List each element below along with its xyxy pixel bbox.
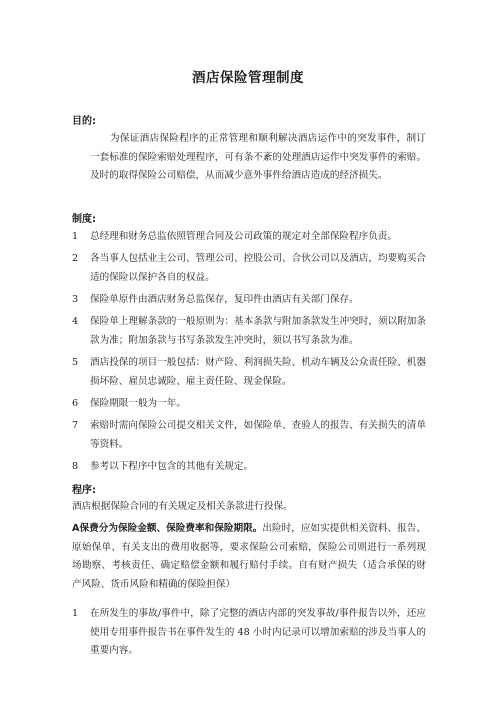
item-text: 酒店投保的项目一般包括：财产险、利润损失险、机动车辆及公众责任险、机器损坏险、雇员忠诚险、雇主责任险、现金保险。 bbox=[90, 357, 426, 387]
item-number: 2 bbox=[72, 253, 79, 264]
procedure-heading: 程序: bbox=[72, 485, 96, 496]
item-text: 参考以下程序中包含的其他有关规定。 bbox=[90, 461, 254, 472]
item-text: 在所发生的事故/事件中，除了完整的酒店内部的突发事故/事件报告以外，还应使用专用事件报告书在事件发生的 48 小时内记录可以增加索赔的涉及当事人的重要内容。 bbox=[90, 608, 426, 657]
item-number: 4 bbox=[72, 316, 79, 327]
section-a-lead: A保费分为保险金额、保险费率和保险期限。 bbox=[72, 523, 263, 534]
list-item bbox=[72, 291, 426, 310]
list-item bbox=[72, 605, 426, 661]
item-number: 5 bbox=[72, 357, 79, 368]
item-number: 6 bbox=[72, 398, 79, 409]
item-text: 保险单上理解条款的一般原则为：基本条款与附加条款发生冲突时，须以附加条款为准；附加条款与书写条款发生冲突时，须以书写条款为准。 bbox=[90, 316, 426, 346]
list-item bbox=[72, 250, 426, 287]
procedure-section-a bbox=[72, 520, 426, 594]
list-item bbox=[72, 395, 426, 414]
section-a-text: 出险时，应如实提供相关资料、报告、原始保单、有关支出的费用收据等，要求保险公司索赔，保险公司则进行一系列现场勘察、考核责任、确定赔偿金额和履行赔付手续。自有财产损失（适合承保的财产风险、货币风险和精确的保险担保） bbox=[72, 523, 426, 590]
item-number: 8 bbox=[72, 461, 79, 472]
list-item bbox=[72, 458, 426, 477]
item-number: 7 bbox=[72, 420, 79, 431]
item-text: 保险单原件由酒店财务总监保存，复印件由酒店有关部门保存。 bbox=[90, 294, 359, 305]
list-item bbox=[72, 313, 426, 350]
item-text: 各当事人包括业主公司、管理公司、控股公司、合伙公司以及酒店，均要购买合适的保险以保护各自的权益。 bbox=[90, 253, 426, 283]
purpose-heading: 目的: bbox=[72, 116, 96, 127]
policy-heading: 制度: bbox=[72, 214, 96, 225]
item-number: 3 bbox=[72, 294, 79, 305]
list-item bbox=[72, 417, 426, 454]
item-number: 1 bbox=[72, 231, 79, 242]
item-text: 索赔时需向保险公司提交相关文件，如保险单、查验人的报告、有关损失的清单等资料。 bbox=[90, 420, 426, 450]
purpose-text: 为保证酒店保险程序的正常管理和顺利解决酒店运作中的突发事件，制订一套标准的保险索赔处理程序，可有条不紊的处理酒店运作中突发事件的索赔。及时的取得保险公司赔偿，从而减少意外事件给酒店造成的经济损失。 bbox=[90, 133, 426, 182]
procedure-intro: 酒店根据保险合同的有关规定及相关条款进行投保。 bbox=[72, 501, 293, 512]
item-text: 保险期限一般为一年。 bbox=[90, 398, 186, 409]
item-text: 总经理和财务总监依照管理合同及公司政策的规定对全部保险程序负责。 bbox=[90, 231, 397, 242]
list-item bbox=[72, 354, 426, 391]
document-title: 酒店保险管理制度 bbox=[192, 70, 304, 86]
item-number: 1 bbox=[72, 608, 79, 619]
list-item bbox=[72, 228, 426, 247]
